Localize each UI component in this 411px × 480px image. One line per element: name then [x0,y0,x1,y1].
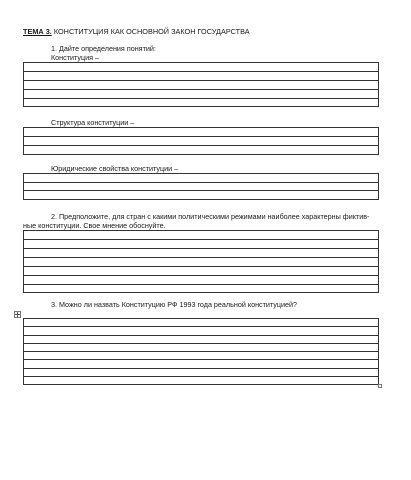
answer-line [24,318,378,319]
table-resize-handle-icon[interactable] [378,384,382,388]
task1-heading: 1. Дайте определения понятий: [51,44,156,53]
answer-line [24,62,378,63]
answer-line [24,89,378,90]
answer-line [24,359,378,360]
answer-line [24,384,378,385]
answer-line [24,154,378,155]
answer-line [24,127,378,128]
answer-line [24,145,378,146]
answer-line [24,80,378,81]
answer-line [24,326,378,327]
term-constitution: Конституция – [51,53,100,62]
page-title [23,27,250,36]
answer-line [24,292,378,293]
answer-line [24,136,378,137]
answer-table-task3[interactable] [23,318,379,385]
task2-question: 2. Предположите, для стран с какими политическими режимами наиболее характерны фиктив-ные конституции. Свое мнение обоснуйте. [23,212,370,230]
answer-line [24,335,378,336]
answer-line [24,173,378,174]
answer-line [24,248,378,249]
answer-line [24,368,378,369]
answer-line [24,106,378,107]
answer-line [24,230,378,231]
answer-table-legal-properties[interactable] [23,173,379,200]
answer-line [24,98,378,99]
answer-line [24,284,378,285]
answer-line [24,376,378,377]
answer-line [24,71,378,72]
answer-line [24,199,378,200]
answer-line [24,266,378,267]
table-move-handle-icon[interactable] [14,311,21,318]
topic-number: ТЕМА 3. [23,27,52,36]
answer-line [24,182,378,183]
answer-line [24,257,378,258]
task3-question: 3. Можно ли назвать Конституцию РФ 1993 года реальной конституцией? [51,300,298,309]
answer-table-structure[interactable] [23,127,379,155]
topic-name: КОНСТИТУЦИЯ КАК ОСНОВНОЙ ЗАКОН ГОСУДАРСТВА [51,27,250,36]
answer-line [24,275,378,276]
answer-line [24,190,378,191]
answer-line [24,351,378,352]
answer-table-task2[interactable] [23,230,379,293]
term-legal-properties: Юридические свойства конституции – [51,164,179,173]
term-structure: Структура конституции – [51,118,135,127]
answer-table-constitution[interactable] [23,62,379,107]
answer-line [24,343,378,344]
answer-line [24,239,378,240]
